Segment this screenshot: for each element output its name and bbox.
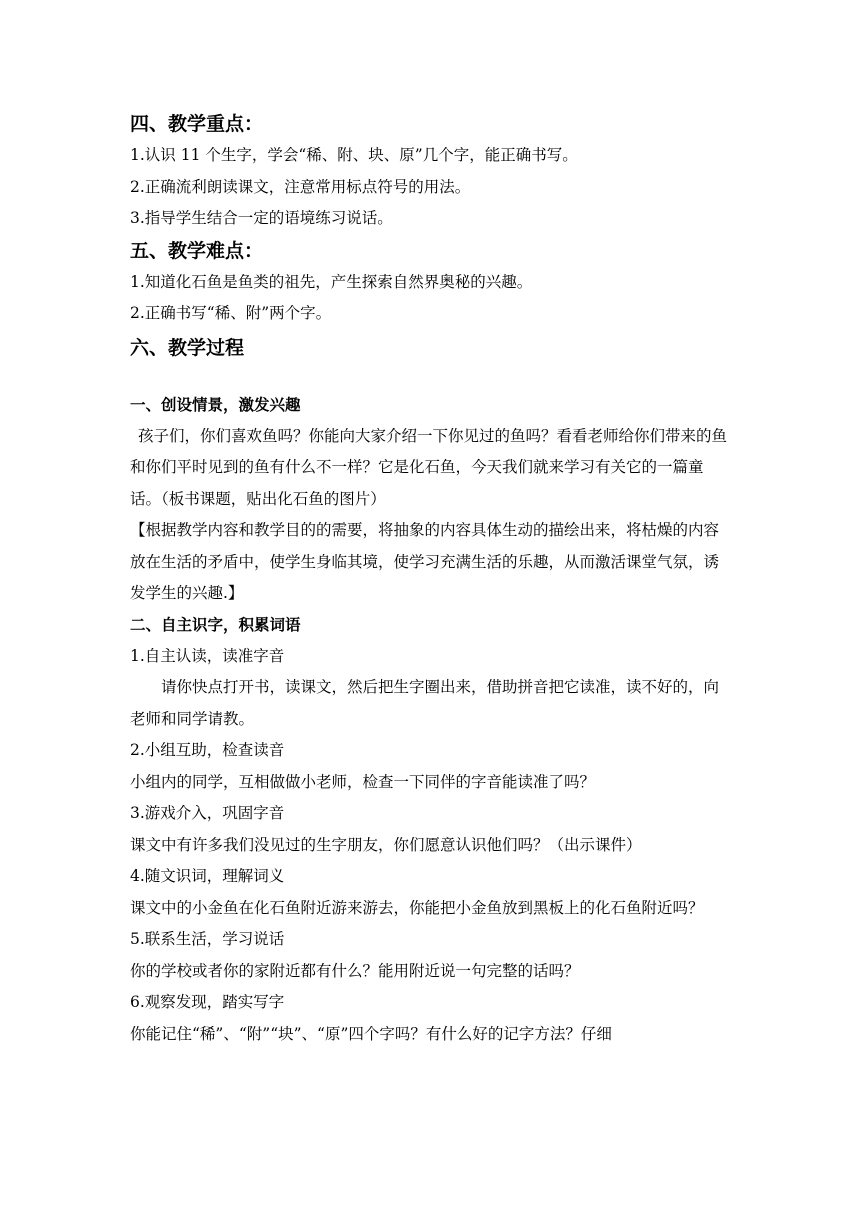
key-point-item: 2.正确流利朗读课文，注意常用标点符号的用法。 xyxy=(130,177,471,196)
difficulty-item: 1.知道化石鱼是鱼类的祖先，产生探索自然界奥秘的兴趣。 xyxy=(130,272,533,291)
part-heading-literacy: 二、自主识字，积累词语 xyxy=(130,615,301,634)
document-body xyxy=(130,108,734,1050)
step-text: 课文中的小金鱼在化石鱼附近游来游去，你能把小金鱼放到黑板上的化石鱼附近吗？ xyxy=(130,898,704,917)
step-heading: 3.游戏介入，巩固字音 xyxy=(130,804,285,822)
teaching-note: 【根据教学内容和教学目的的需要，将抽象的内容具体生动的描绘出来，将枯燥的内容放在生活的矛盾中，使学生身临其境，使学习充满生活的乐趣，从而激活课堂气氛，诱发学生的兴趣.】 xyxy=(130,521,720,602)
step-text: 你能记住“稀”、“附”“块”、“原”四个字吗？有什么好的记字方法？仔细 xyxy=(130,1024,612,1043)
step-text: 小组内的同学，互相做做小老师，检查一下同伴的字音能读准了吗？ xyxy=(130,772,596,791)
key-point-item: 3.指导学生结合一定的语境练习说话。 xyxy=(130,209,393,227)
key-point-item: 1.认识 11 个生字，学会“稀、附、块、原”几个字，能正确书写。 xyxy=(130,146,578,164)
spacer xyxy=(130,366,734,390)
step-heading: 2.小组互助，检查读音 xyxy=(130,741,285,759)
step-text: 请你快点打开书，读课文，然后把生字圈出来，借助拼音把它读准，读不好的，向老师和同学请教。 xyxy=(130,678,720,728)
intro-paragraph: 孩子们，你们喜欢鱼吗？你能向大家介绍一下你见过的鱼吗？看看老师给你们带来的鱼和你们平时见到的鱼有什么不一样？它是化石鱼，今天我们就来学习有关它的一篇童话。（板书课题，贴出化石鱼的图片） xyxy=(130,426,728,508)
section-heading-difficulties: 五、教学难点： xyxy=(130,239,264,262)
step-text: 课文中有许多我们没见过的生字朋友，你们愿意认识他们吗？（出示课件） xyxy=(130,835,642,854)
step-heading: 4.随文识词，理解词义 xyxy=(130,867,285,885)
step-text: 你的学校或者你的家附近都有什么？能用附近说一句完整的话吗？ xyxy=(130,961,580,980)
step-heading: 5.联系生活，学习说话 xyxy=(130,930,285,948)
section-heading-process: 六、教学过程 xyxy=(130,336,245,359)
part-heading-intro: 一、创设情景，激发兴趣 xyxy=(130,395,301,414)
section-heading-key-points: 四、教学重点： xyxy=(130,113,264,135)
step-heading: 6.观察发现，踏实写字 xyxy=(130,993,285,1011)
difficulty-item: 2.正确书写“稀、附”两个字。 xyxy=(130,304,332,322)
step-heading: 1.自主认读，读准字音 xyxy=(130,646,285,665)
